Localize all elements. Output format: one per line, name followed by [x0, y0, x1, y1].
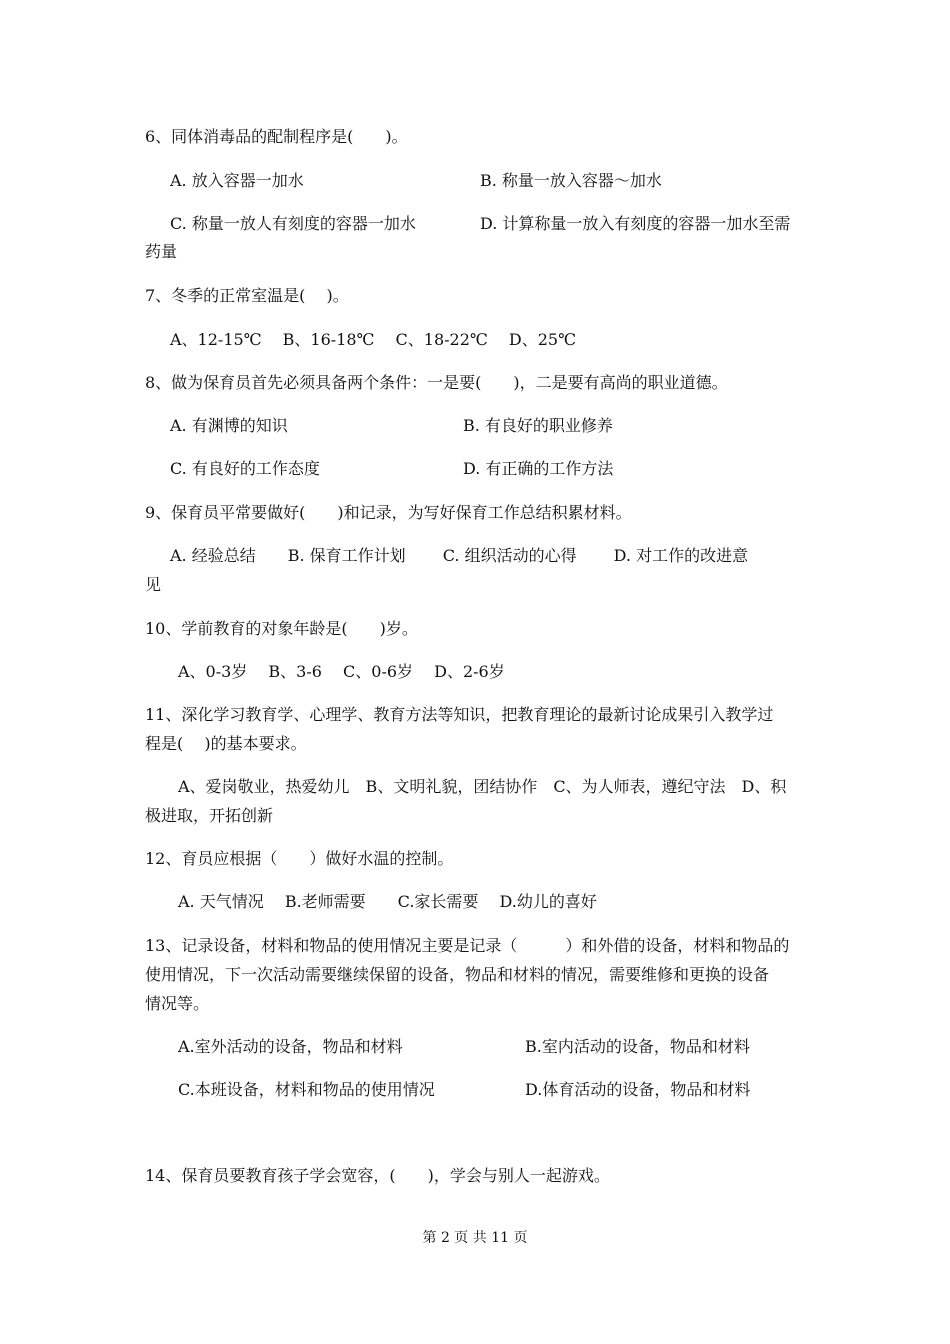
question-13-stem-line-1: 13、记录设备，材料和物品的使用情况主要是记录（ ）和外借的设备，材料和物品的 — [145, 936, 790, 955]
question-7-options: A、12-15℃ B、16-18℃ C、18-22℃ D、25℃ — [170, 330, 576, 349]
question-8-stem: 8、做为保育员首先必须具备两个条件：一是要( )，二是要有高尚的职业道德。 — [145, 373, 728, 392]
question-6-option-a: A. 放入容器一加水 — [170, 171, 304, 190]
question-7-stem: 7、冬季的正常室温是( )。 — [145, 286, 349, 305]
question-6-option-d-continued: 药量 — [145, 242, 178, 261]
question-13-option-b: B.室内活动的设备，物品和材料 — [525, 1037, 750, 1056]
question-13-stem-line-2: 使用情况，下一次活动需要继续保留的设备，物品和材料的情况，需要维修和更换的设备 — [145, 965, 770, 984]
question-8-option-d: D. 有正确的工作方法 — [463, 459, 614, 478]
question-13-option-c: C.本班设备，材料和物品的使用情况 — [178, 1080, 435, 1099]
question-13-option-d: D.体育活动的设备，物品和材料 — [525, 1080, 751, 1099]
question-8-option-a: A. 有渊博的知识 — [170, 416, 288, 435]
question-9-options-continued: 见 — [145, 575, 162, 594]
question-9-options: A. 经验总结 B. 保育工作计划 C. 组织活动的心得 D. 对工作的改进意 — [170, 546, 749, 565]
question-6-option-d: D. 计算称量一放入有刻度的容器一加水至需 — [480, 214, 791, 233]
question-8-option-b: B. 有良好的职业修养 — [463, 416, 613, 435]
question-6-stem: 6、同体消毒品的配制程序是( )。 — [145, 127, 408, 146]
question-11-stem-line-2: 程是( )的基本要求。 — [145, 734, 307, 753]
question-11-options-continued: 极进取，开拓创新 — [145, 806, 274, 825]
question-13-stem-line-3: 情况等。 — [145, 994, 210, 1013]
question-11-options: A、爱岗敬业，热爱幼儿 B、文明礼貌，团结协作 C、为人师表，遵纪守法 D、积 — [178, 777, 787, 796]
question-14-stem: 14、保育员要教育孩子学会宽容，( )，学会与别人一起游戏。 — [145, 1166, 610, 1185]
question-6-option-c: C. 称量一放人有刻度的容器一加水 — [170, 214, 416, 233]
question-6-option-b: B. 称量一放入容器～加水 — [480, 171, 662, 190]
question-13-option-a: A.室外活动的设备，物品和材料 — [178, 1037, 403, 1056]
question-8-option-c: C. 有良好的工作态度 — [170, 459, 320, 478]
question-11-stem-line-1: 11、深化学习教育学、心理学、教育方法等知识，把教育理论的最新讨论成果引入教学过 — [145, 705, 774, 724]
question-9-stem: 9、保育员平常要做好( )和记录，为写好保育工作总结积累材料。 — [145, 503, 632, 522]
question-10-stem: 10、学前教育的对象年龄是( )岁。 — [145, 619, 418, 638]
question-12-stem: 12、育员应根据（ ）做好水温的控制。 — [145, 849, 454, 868]
question-10-options: A、0-3岁 B、3-6 C、0-6岁 D、2-6岁 — [178, 662, 505, 681]
page-number-footer: 第 2 页 共 11 页 — [422, 1230, 528, 1246]
question-12-options: A. 天气情况 B.老师需要 C.家长需要 D.幼儿的喜好 — [178, 892, 597, 911]
